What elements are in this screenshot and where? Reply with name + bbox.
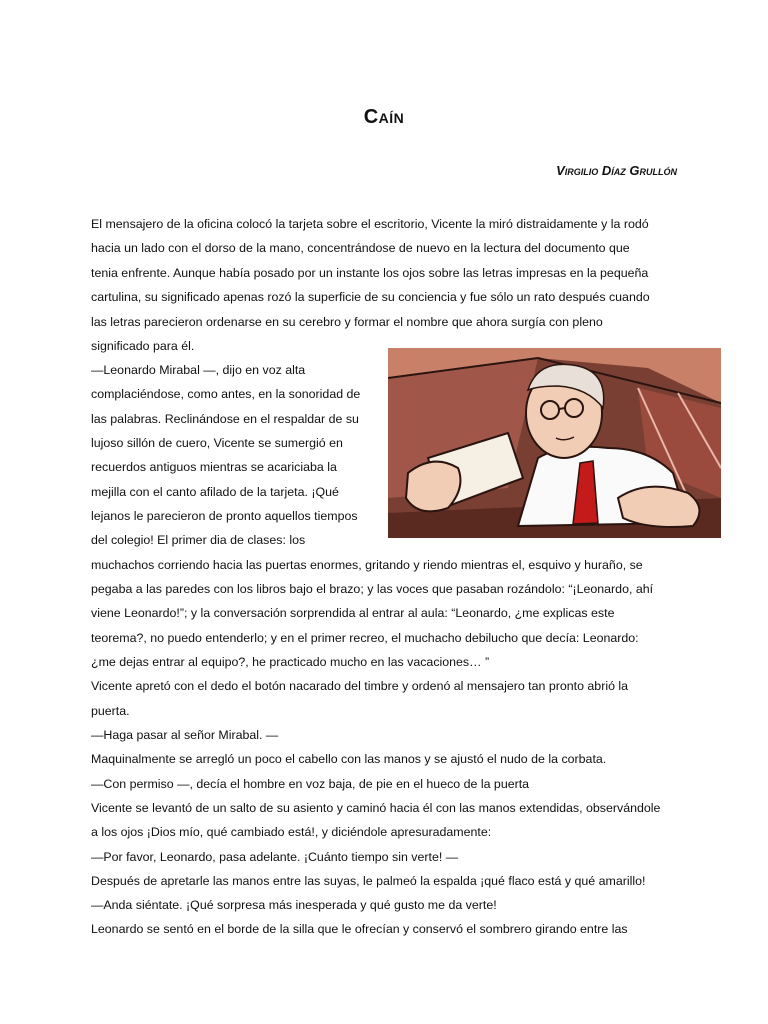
text-line: pegaba a las paredes con los libros bajo el brazo; y las voces que pasaban rozándolo: “¡Leonardo, ahí [91, 582, 654, 596]
text-line: viene Leonardo!”; y la conversación sorprendida al entrar al aula: “Leonardo, ¿me explicas este [91, 606, 615, 620]
text-line: hacia un lado con el dorso de la mano, concentrándose de nuevo en la lectura del documento que [91, 241, 630, 255]
text-line: puerta. [91, 704, 130, 718]
text-line: mejilla con el canto afilado de la tarjeta. ¡Qué [91, 485, 339, 499]
text-line: las letras parecieron ordenarse en su cerebro y formar el nombre que ahora surgía con pleno [91, 315, 603, 329]
text-line: las palabras. Reclinándose en el respaldar de su [91, 412, 359, 426]
text-line: complaciéndose, como antes, en la sonoridad de [91, 387, 361, 401]
text-line: ¿me dejas entrar al equipo?, he practicado mucho en las vacaciones… ” [91, 655, 490, 669]
text-line: Vicente apretó con el dedo el botón nacarado del timbre y ordenó al mensajero tan pronto abrió la [91, 679, 629, 693]
text-line: muchachos corriendo hacia las puertas enormes, gritando y riendo mientras el, esquivo y huraño, se [91, 558, 643, 572]
document-title: Caín [363, 106, 405, 128]
text-line: lejanos le parecieron de pronto aquellos tiempos [91, 509, 358, 523]
text-line: —Haga pasar al señor Mirabal. — [91, 728, 279, 742]
text-line: —Anda siéntate. ¡Qué sorpresa más inesperada y qué gusto me da verte! [91, 898, 497, 912]
text-line: Leonardo se sentó en el borde de la silla que le ofrecían y conservó el sombrero girando entre las [91, 922, 628, 936]
text-line: recuerdos antiguos mientras se acariciaba la [91, 460, 337, 474]
text-line: —Leonardo Mirabal —, dijo en voz alta [91, 363, 306, 377]
text-line: a los ojos ¡Dios mío, qué cambiado está!, y diciéndole apresuradamente: [91, 825, 492, 839]
text-line: del colegio! El primer dia de clases: los [91, 533, 306, 547]
text-line: Después de apretarle las manos entre las suyas, le palmeó la espalda ¡qué flaco está y qué amarillo! [91, 874, 646, 888]
text-line: El mensajero de la oficina colocó la tarjeta sobre el escritorio, Vicente la miró distraidamente y la rodó [91, 217, 649, 231]
text-line: Maquinalmente se arregló un poco el cabello con las manos y se ajustó el nudo de la corbata. [91, 752, 607, 766]
text-line: teorema?, no puedo entenderlo; y en el primer recreo, el muchacho debilucho que decía: Leonardo: [91, 631, 639, 645]
text-line: lujoso sillón de cuero, Vicente se sumergió en [91, 436, 343, 450]
document-author: Virgilio Díaz Grullón [556, 163, 677, 178]
text-line: —Con permiso —, decía el hombre en voz baja, de pie en el hueco de la puerta [91, 777, 530, 791]
text-line: tenia enfrente. Aunque había posado por un instante los ojos sobre las letras impresas en la pequeña [91, 266, 649, 280]
text-line: significado para él. [91, 339, 195, 353]
text-line: cartulina, su significado apenas rozó la superficie de su conciencia y fue sólo un rato después cuando [91, 290, 650, 304]
text-line: —Por favor, Leonardo, pasa adelante. ¡Cuánto tiempo sin verte! — [91, 850, 459, 864]
text-line: Vicente se levantó de un salto de su asiento y caminó hacia él con las manos extendidas, observándole [91, 801, 661, 815]
illustration-man-reading-card [388, 348, 721, 538]
